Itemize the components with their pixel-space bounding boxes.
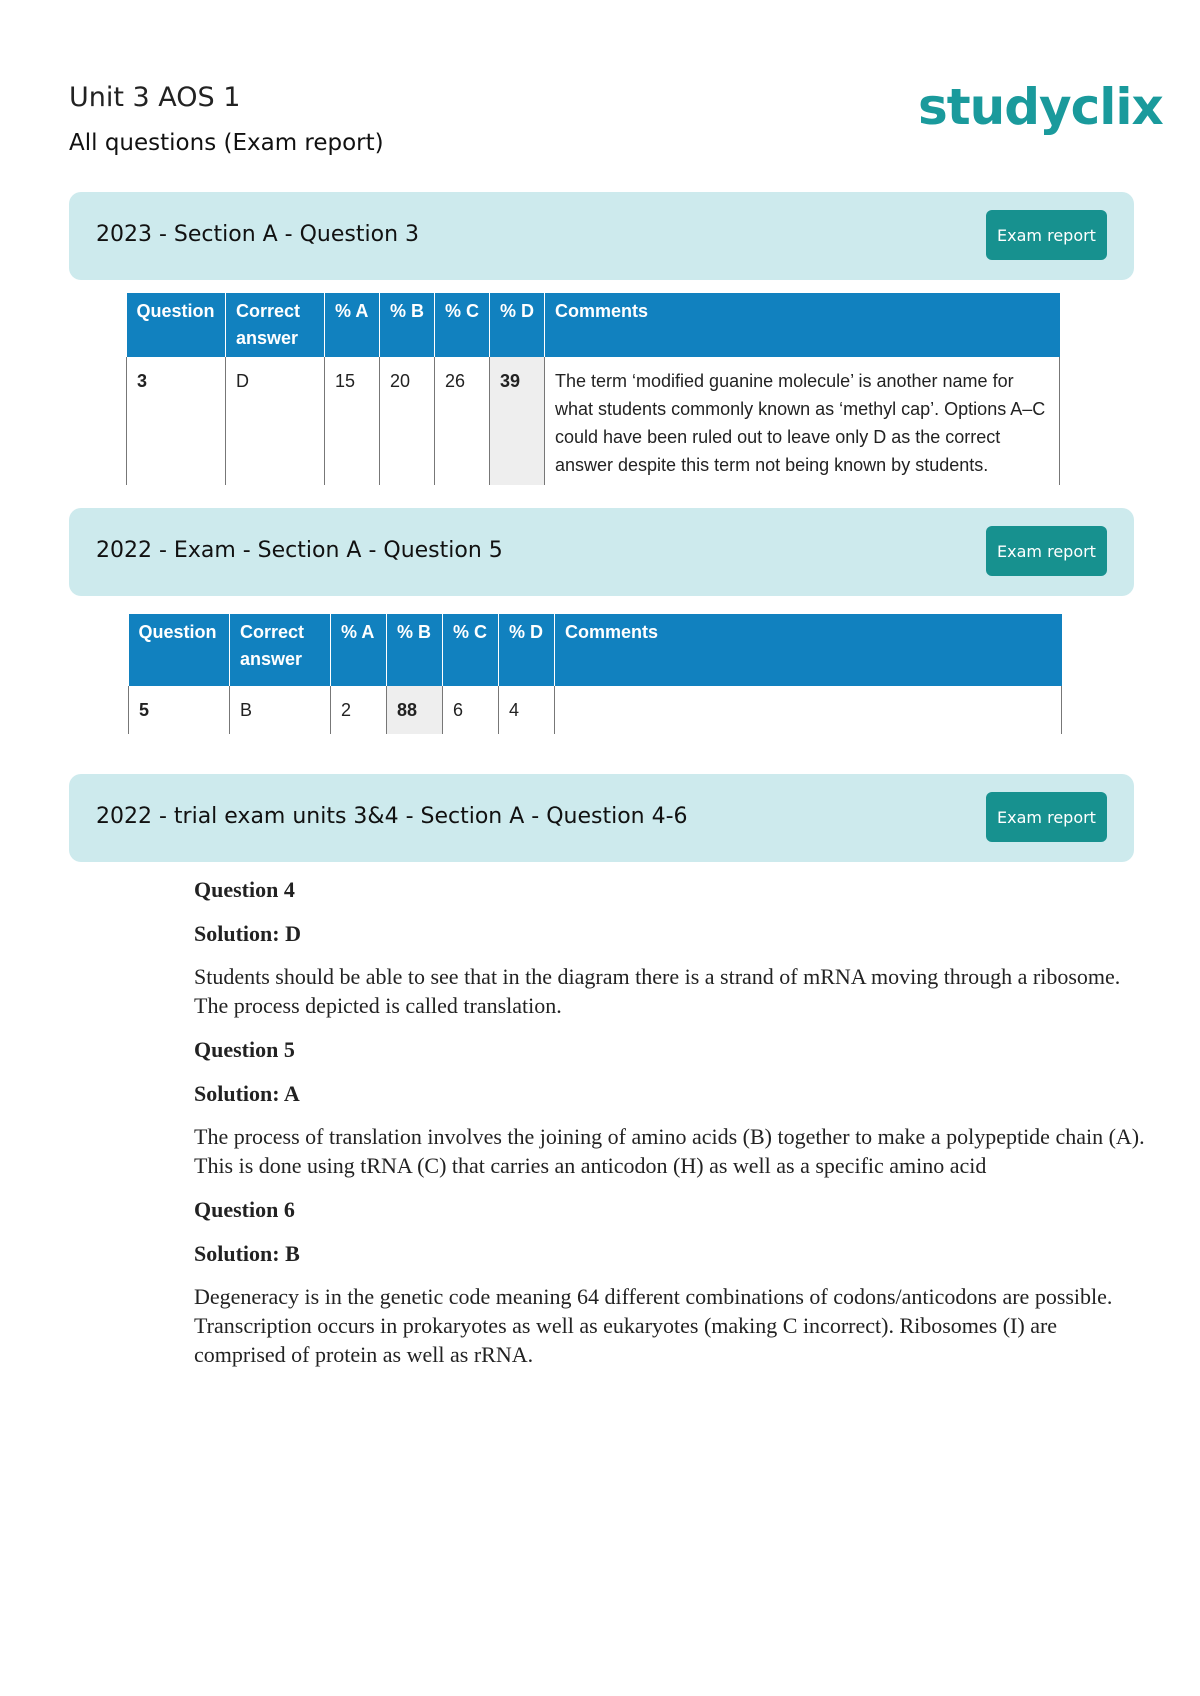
correct-answer-cell: B (230, 686, 331, 734)
comments-cell: The term ‘modified guanine molecule’ is another name for what students commonly known as ‘methyl cap’. Options A–C could have been ruled out to leave only D as the correct answer despite this term not being known by students. (545, 357, 1060, 485)
exam-report-table-1 (126, 293, 1060, 485)
percent-d-cell: 4 (499, 686, 555, 734)
column-header: % C (435, 293, 490, 357)
question-header-1 (69, 192, 1134, 280)
percent-b-cell: 88 (387, 686, 443, 734)
percent-c-cell: 26 (435, 357, 490, 485)
percent-a-cell: 15 (325, 357, 380, 485)
question-header-3 (69, 774, 1134, 862)
solution-explanation: Students should be able to see that in the diagram there is a strand of mRNA moving through a ribosome. The process depicted is called translation. (194, 964, 1121, 1018)
table-row (129, 686, 1062, 734)
percent-b-cell: 20 (380, 357, 435, 485)
solution-answer-heading: Solution: D (194, 921, 301, 946)
solution-question-heading: Question 5 (194, 1037, 295, 1062)
exam-report-button[interactable]: Exam report (986, 210, 1107, 260)
solution-question-heading: Question 6 (194, 1197, 295, 1222)
exam-report-table-2 (128, 614, 1062, 734)
comments-cell (555, 686, 1062, 734)
column-header: % A (325, 293, 380, 357)
column-header: Correct answer (230, 614, 331, 686)
column-header: % A (331, 614, 387, 686)
table-header-row (127, 293, 1060, 357)
column-header: Question (129, 614, 230, 686)
column-header: % C (443, 614, 499, 686)
exam-report-button[interactable]: Exam report (986, 526, 1107, 576)
column-header: Correct answer (226, 293, 325, 357)
solution-explanation: The process of translation involves the joining of amino acids (B) together to make a polypeptide chain (A). This is done using tRNA (C) that carries an anticodon (H) as well as a specific amino acid (194, 1124, 1145, 1178)
column-header: % D (499, 614, 555, 686)
column-header: Comments (545, 293, 1060, 357)
question-title: 2022 - Exam - Section A - Question 5 (96, 538, 503, 563)
correct-answer-cell: D (226, 357, 325, 485)
question-title: 2022 - trial exam units 3&4 - Section A - Question 4-6 (96, 804, 688, 829)
question-title: 2023 - Section A - Question 3 (96, 222, 420, 247)
percent-c-cell: 6 (443, 686, 499, 734)
column-header: Comments (555, 614, 1062, 686)
table-header-row (129, 614, 1062, 686)
column-header: % B (387, 614, 443, 686)
column-header: Question (127, 293, 226, 357)
percent-a-cell: 2 (331, 686, 387, 734)
solution-answer-heading: Solution: A (194, 1081, 300, 1106)
question-header-2 (69, 508, 1134, 596)
page-title: Unit 3 AOS 1 (69, 82, 241, 113)
question-number-cell: 5 (129, 686, 230, 734)
column-header: % B (380, 293, 435, 357)
percent-d-cell: 39 (490, 357, 545, 485)
solutions-text (194, 876, 1154, 1369)
column-header: % D (490, 293, 545, 357)
table-row (127, 357, 1060, 485)
solution-answer-heading: Solution: B (194, 1241, 300, 1266)
studyclix-logo: studyclix (918, 78, 1163, 136)
question-number-cell: 3 (127, 357, 226, 485)
solution-explanation: Degeneracy is in the genetic code meaning 64 different combinations of codons/anticodons are possible. Transcription occurs in prokaryotes as well as eukaryotes (making C incorrect). Ribosomes (I) are comprised of protein as well as rRNA. (194, 1284, 1113, 1367)
exam-report-button[interactable]: Exam report (986, 792, 1107, 842)
solution-question-heading: Question 4 (194, 877, 295, 902)
page-subtitle: All questions (Exam report) (69, 130, 384, 156)
